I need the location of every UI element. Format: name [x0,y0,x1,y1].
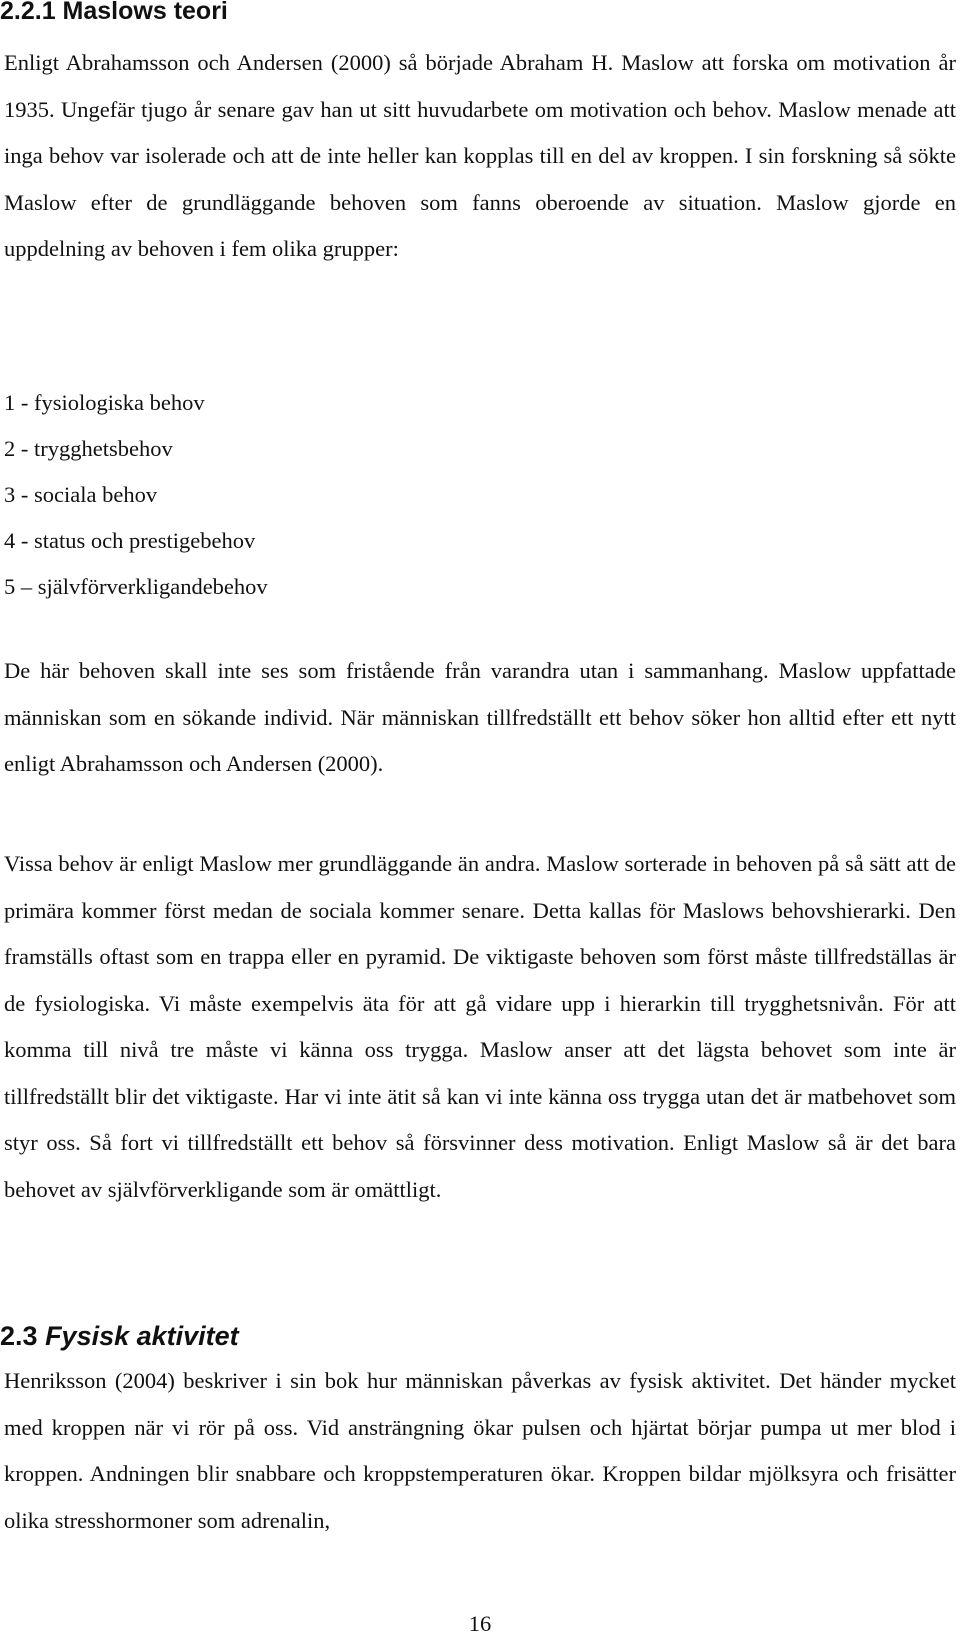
page-number: 16 [468,1611,492,1636]
section-title: Fysisk aktivitet [45,1321,239,1351]
section-heading-fysisk-aktivitet [0,1321,239,1352]
list-item: 4 - status och prestigebehov [4,528,256,553]
list-item: 5 – självförverkligandebehov [4,574,268,599]
paragraph-maslow-intro: Enligt Abrahamsson och Andersen (2000) så började Abraham H. Maslow att forska om motivation år 1935. Ungefär tjugo år senare gav han ut sitt huvudarbete om motivation och behov. Maslow menade att inga behov var isolerade och att de inte heller kan kopplas till en del av kroppen. I sin forskning så sökte Maslow efter de grundläggande behoven som fanns oberoende av situation. Maslow gjorde en uppdelning av behoven i fem olika grupper: [4,50,956,261]
paragraph-physical-activity: Henriksson (2004) beskriver i sin bok hur människan påverkas av fysisk aktivitet. Det händer mycket med kroppen när vi rör på oss. Vid ansträngning ökar pulsen och hjärtat börjar pumpa ut mer blod i kroppen. Andningen blir snabbare och kroppstemperaturen ökar. Kroppen bildar mjölksyra och frisätter olika stresshormoner som adrenalin, [4,1368,956,1533]
section-heading-maslows-teori: 2.2.1 Maslows teori [0,0,228,25]
list-item: 1 - fysiologiska behov [4,390,205,415]
list-item: 3 - sociala behov [4,482,158,507]
needs-list [4,380,268,610]
list-item: 2 - trygghetsbehov [4,436,173,461]
paragraph-needs-hierarchy: Vissa behov är enligt Maslow mer grundläggande än andra. Maslow sorterade in behoven på så sätt att de primära kommer först medan de sociala kommer senare. Detta kallas för Maslows behovshierarki. Den framställs oftast som en trappa eller en pyramid. De viktigaste behoven som först måste tillfredställas är de fysiologiska. Vi måste exempelvis äta för att gå vidare upp i hierarkin till trygghetsnivån. För att komma till nivå tre måste vi känna oss trygga. Maslow anser att det lägsta behovet som inte är tillfredställt blir det viktigaste. Har vi inte ätit så kan vi inte känna oss trygga utan det är matbehovet som styr oss. Så fort vi tillfredställt ett behov så försvinner dess motivation. Enligt Maslow så är det bara behovet av självförverkligande som är omättligt. [4,851,956,1202]
section-number: 2.3 [0,1321,38,1351]
paragraph-needs-context: De här behoven skall inte ses som fristående från varandra utan i sammanhang. Maslow uppfattade människan som en sökande individ. När människan tillfredställt ett behov söker hon alltid efter ett nytt enligt Abrahamsson och Andersen (2000). [4,658,956,776]
